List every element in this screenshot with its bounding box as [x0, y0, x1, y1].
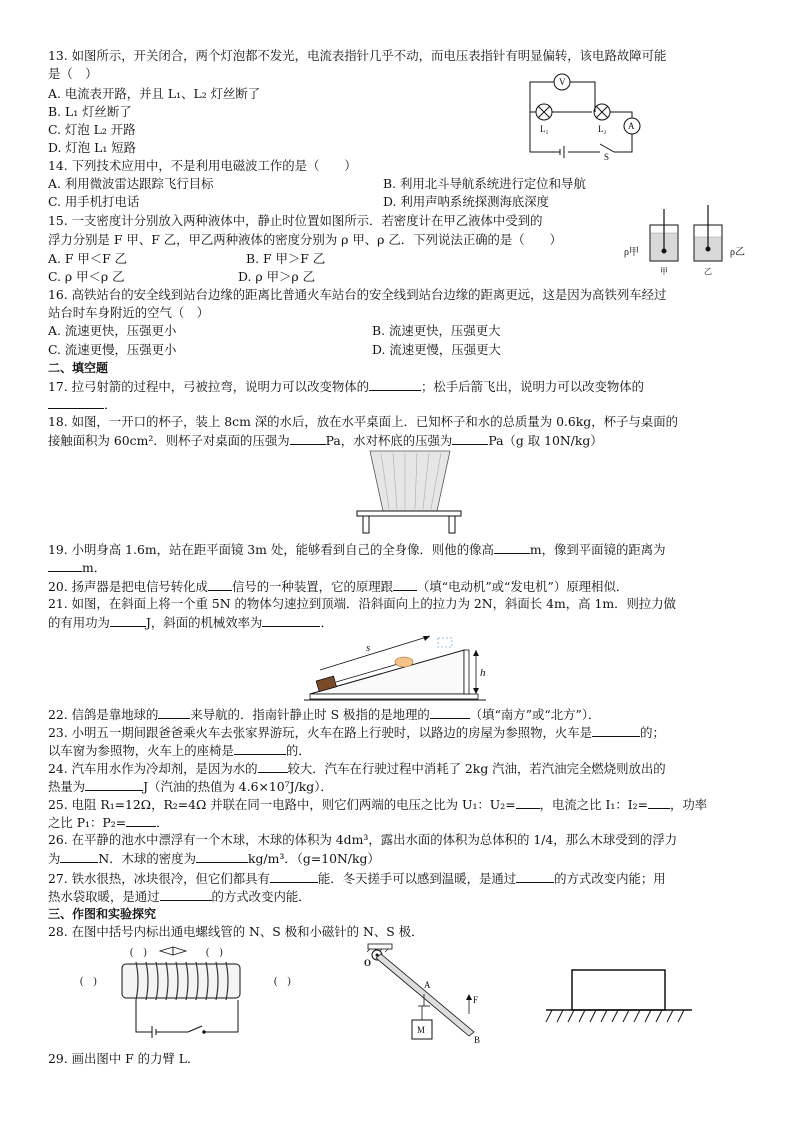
q25-blank-1[interactable]: [516, 796, 540, 809]
q23-blank-1[interactable]: [592, 724, 640, 737]
q14-option-d: D. 利用声呐系统探测海底深度: [383, 194, 550, 209]
q14-option-c: C. 用手机打电话: [48, 194, 140, 209]
q13-option-d: D. 灯泡 L₁ 短路: [48, 140, 137, 155]
q15-stem-line1: 15. 一支密度计分别放入两种液体中，静止时位置如图所示．若密度计在甲乙液体中受到的: [48, 213, 543, 228]
switch-icon: [600, 144, 614, 152]
q23-line2: 以车窗为参照物，火车上的座椅是 的．: [48, 743, 311, 758]
q20-blank-1[interactable]: [208, 578, 232, 591]
q28-paren-left: ( ): [80, 976, 97, 987]
q13-option-a: A. 电流表开路，并且 L₁、L₂ 灯丝断了: [48, 86, 261, 101]
hand-icon: [395, 657, 413, 667]
q13-fig-s: S: [604, 152, 610, 162]
q15-option-b: B. F 甲＞F 乙: [246, 251, 326, 266]
q24-line1: 24. 汽车用水作为冷却剂，是因为水的 较大．汽车在行驶过程中消耗了 2kg 汽油，若汽油完全燃烧则放出的: [48, 761, 666, 776]
q28-block-on-ground-diagram: [544, 966, 694, 1036]
q19-blank-1[interactable]: [494, 541, 530, 554]
q29-stem: 29. 画出图中 F 的力臂 L．: [48, 1051, 200, 1066]
q15-stem-line2: 浮力分别是 F 甲、F 乙，甲乙两种液体的密度分别为 ρ 甲、ρ 乙．下列说法正确的是（ ）: [48, 232, 562, 247]
q25-line1: 25. 电阻 R₁=12Ω，R₂=4Ω 并联在同一电路中，则它们两端的电压之比为 U₁：U₂= ，电流之比 I₁：I₂= ，功率: [48, 797, 708, 812]
q19-blank-2[interactable]: [48, 559, 82, 572]
q15-option-d: D. ρ 甲＞ρ 乙: [238, 269, 315, 284]
q22-line: 22. 信鸽是靠地球的 来导航的．指南针静止时 S 极指的是地理的 （填“南方”或“北方”）．: [48, 707, 601, 722]
q15-hydrometer-diagram: [622, 203, 762, 278]
section-title-fill-in: 二、填空题: [48, 361, 109, 375]
q21-line1: 21. 如图，在斜面上将一个重 5N 的物体匀速拉到顶端．沿斜面向上的拉力为 2N，斜面长 4m，高 1m．则拉力做: [48, 596, 677, 611]
q25-line2: 之比 P₁：P₂= ．: [48, 815, 169, 830]
q21-blank-1[interactable]: [110, 614, 146, 627]
q15-option-c: C. ρ 甲＜ρ 乙: [48, 269, 125, 284]
compass-needle-icon: [160, 947, 173, 955]
q20-blank-2[interactable]: [393, 578, 417, 591]
q18-blank-2[interactable]: [452, 432, 488, 445]
q16-option-d: D. 流速更慢，压强更大: [372, 342, 501, 357]
q25-blank-3[interactable]: [126, 814, 156, 827]
q16-stem-line1: 16. 高铁站台的安全线到站台边缘的距离比普通火车站台的安全线到站台边缘的距离更远，这是因为高铁列车经过: [48, 287, 667, 302]
q26-line2: 为 N．木球的密度为 kg/m³．（g=10N/kg）: [48, 851, 380, 866]
q28-paren-right: ( ): [274, 976, 291, 987]
q26-blank-2[interactable]: [196, 850, 248, 863]
q21-incline-diagram: [300, 628, 500, 704]
q21-line2: 的有用功为 J，斜面的机械效率为 ．: [48, 615, 333, 630]
q18-line1: 18. 如图，一开口的杯子，装上 8cm 深的水后，放在水平桌面上．已知杯子和水的总质量为 0.6kg，杯子与桌面的: [48, 414, 678, 429]
q13-stem-line1: 13. 如图所示，开关闭合，两个灯泡都不发光，电流表指针几乎不动，而电压表指针有明显偏转，该电路故障可能: [48, 48, 667, 63]
q13-circuit-diagram: [520, 70, 650, 160]
q28-lever-f: F: [473, 995, 479, 1005]
q16-option-a: A. 流速更快，压强更小: [48, 323, 177, 338]
q28-paren-top-left: ( ): [130, 947, 147, 958]
q16-stem-line2: 站台时车身附近的空气（ ）: [48, 305, 210, 320]
q17-line2: ．: [48, 396, 116, 413]
q22-blank-1[interactable]: [158, 706, 190, 719]
q22-blank-2[interactable]: [430, 706, 470, 719]
q24-line2: 热量为 J（汽油的热值为 4.6×10⁷J/kg）．: [48, 779, 333, 794]
q15-fig-cup-right: 乙: [704, 267, 712, 276]
q20-line: 20. 扬声器是把电信号转化成 信号的一种装置，它的原理跟 （填“电动机”或“发电机”）原理相似．: [48, 579, 629, 594]
section-title-drawing-experiment: 三、作图和实验探究: [48, 907, 157, 921]
q28-stem: 28. 在图中括号内标出通电螺线管的 N、S 极和小磁针的 N、S 极．: [48, 924, 424, 939]
q27-line1: 27. 铁水很热，冰块很冷，但它们都具有 能．冬天搓手可以感到温暖，是通过 的方式改变内能；用: [48, 871, 666, 886]
q27-blank-1[interactable]: [270, 870, 318, 883]
q25-blank-2[interactable]: [648, 796, 670, 809]
q28-solenoid-diagram: [78, 942, 298, 1042]
q18-cup-on-table-diagram: [355, 449, 465, 535]
q14-stem: 14. 下列技术应用中，不是利用电磁波工作的是（ ）: [48, 158, 357, 173]
q15-fig-rho-right: ρ乙: [730, 247, 745, 258]
q15-fig-cup-left: 甲: [660, 267, 668, 276]
q19-line1: 19. 小明身高 1.6m，站在距平面镜 3m 处，能够看到自己的全身像．则他的像高 m，像到平面镜的距离为: [48, 542, 666, 557]
q23-blank-2[interactable]: [234, 742, 286, 755]
q24-blank-2[interactable]: [85, 778, 143, 791]
q19-line2: m．: [48, 559, 106, 576]
q13-fig-l1: L₁: [540, 124, 549, 134]
q17-blank-2[interactable]: [48, 396, 104, 409]
q13-fig-v: V: [559, 77, 566, 87]
q28-lever-diagram: [350, 942, 500, 1047]
q13-option-b: B. L₁ 灯丝断了: [48, 104, 132, 119]
q13-fig-l2: L₂: [598, 124, 607, 134]
q21-blank-2[interactable]: [262, 614, 320, 627]
q17-blank-1[interactable]: [369, 378, 421, 391]
q18-line2: 接触面积为 60cm²．则杯子对桌面的压强为 Pa，水对杯底的压强为 Pa（g 取 10N/kg）: [48, 433, 603, 448]
q13-option-c: C. 灯泡 L₂ 开路: [48, 122, 136, 137]
q21-fig-h: h: [480, 667, 486, 679]
q27-line2: 热水袋取暖，是通过 的方式改变内能．: [48, 889, 311, 904]
q28-lever-a: A: [424, 980, 431, 990]
q13-stem-line2: 是（ ）: [48, 66, 98, 81]
q28-lever-m: M: [417, 1025, 426, 1035]
q15-option-a: A. F 甲＜F 乙: [48, 251, 128, 266]
q26-blank-1[interactable]: [60, 850, 98, 863]
q15-fig-rho-left: ρ甲: [624, 247, 639, 258]
q28-lever-o: O: [364, 958, 372, 968]
q28-lever-b: B: [474, 1035, 481, 1045]
switch-icon: [188, 1026, 202, 1032]
q26-line1: 26. 在平静的池水中漂浮有一个木球，木球的体积为 4dm³，露出水面的体积为总体积的 1/4，那么木球受到的浮力: [48, 832, 678, 847]
q16-option-c: C. 流速更慢，压强更小: [48, 342, 177, 357]
q14-option-b: B. 利用北斗导航系统进行定位和导航: [383, 176, 586, 191]
q18-blank-1[interactable]: [290, 432, 326, 445]
q27-blank-3[interactable]: [160, 888, 212, 901]
q21-fig-s: s: [366, 642, 371, 654]
q27-blank-2[interactable]: [516, 870, 554, 883]
q14-option-a: A. 利用微波雷达跟踪飞行目标: [48, 176, 214, 191]
q23-line1: 23. 小明五一期间跟爸爸乘火车去张家界游玩，火车在路上行驶时，以路边的房屋为参照物，火车是 的；: [48, 725, 665, 740]
q24-blank-1[interactable]: [258, 760, 288, 773]
q28-paren-top-right: ( ): [206, 947, 223, 958]
q13-fig-a: A: [628, 121, 635, 131]
q17-line1: 17. 拉弓射箭的过程中，弓被拉弯，说明力可以改变物体的 ；松手后箭飞出，说明力可以改变物体的: [48, 379, 645, 394]
q16-option-b: B. 流速更快，压强更大: [372, 323, 501, 338]
